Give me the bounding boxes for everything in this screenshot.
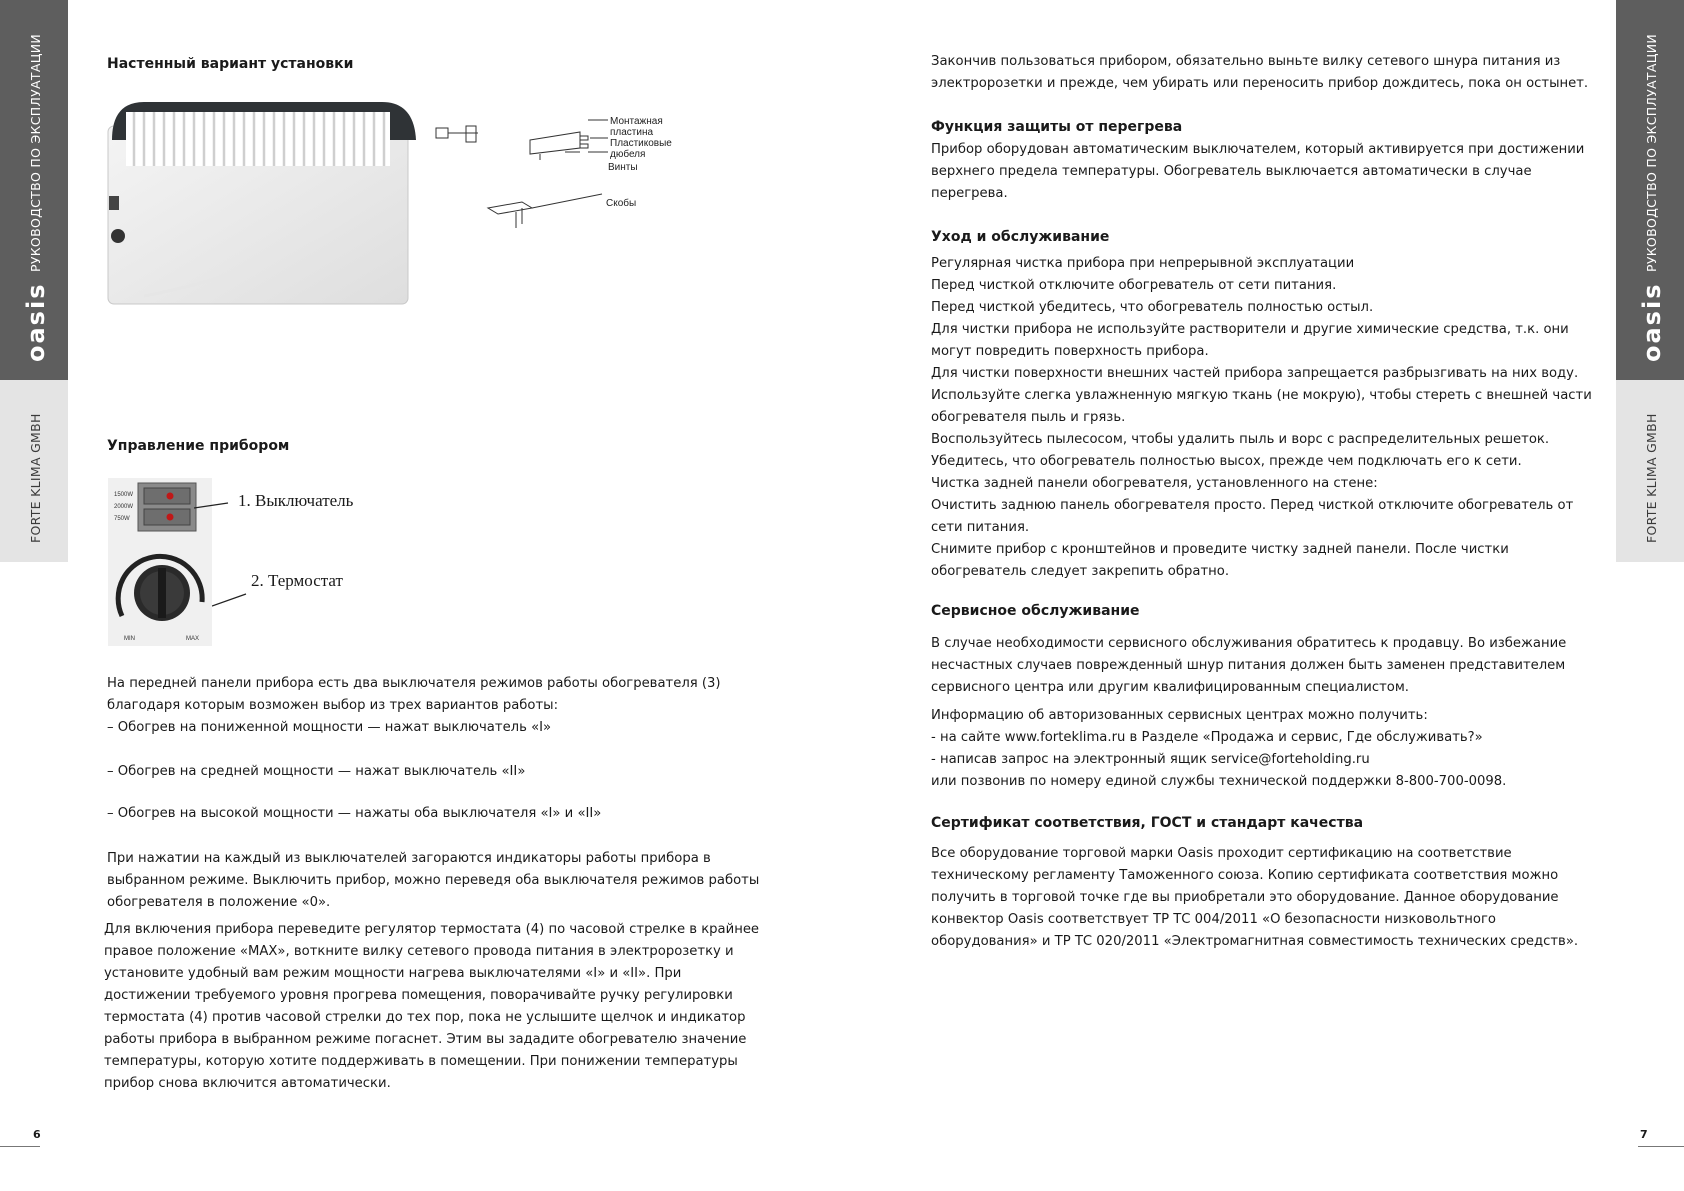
- page-number-right: 7: [1640, 1128, 1648, 1141]
- page-number-rule-left: [0, 1146, 40, 1147]
- mode-high: – Обогрев на высокой мощности — нажаты оба выключателя «I» и «II»: [107, 806, 602, 821]
- guide-title: РУКОВОДСТВО ПО ЭКСПЛУАТАЦИИ: [28, 33, 43, 272]
- page-number-rule-right: [1638, 1146, 1684, 1147]
- label-dowels-1: Пластиковые: [610, 138, 672, 149]
- mark-750w: 750W: [114, 516, 130, 522]
- label-brackets: Скобы: [606, 198, 637, 209]
- certificate-paragraph: Все оборудование торговой марки Oasis проходит сертификацию на соответствие техническому регламенту Таможенного союза. Копию сертификата соответствия можно получить в торговой точке где вы приобретали это оборудование. Данное оборудование конвектор Oasis соответствует ТР ТС 004/2011 «О безопасности низковольтного оборудования» и ТР ТС 020/2011 «Электромагнитная совместимость технических средств».: [931, 846, 1579, 949]
- right-sidebar: [1616, 0, 1684, 562]
- intro-paragraph: Закончив пользоваться прибором, обязательно выньте вилку сетевого шнура питания из электророзетки и прежде, чем убирать или переносить прибор дождитесь, пока он остынет.: [931, 54, 1589, 91]
- label-mount-plate-2: пластина: [610, 127, 654, 138]
- label-mount-plate-1: Монтажная: [610, 116, 663, 127]
- mode-medium: – Обогрев на средней мощности — нажат выключатель «II»: [107, 764, 526, 779]
- thermostat-label: 2. Термостат: [251, 571, 343, 590]
- brand-logo: oasis: [22, 282, 50, 362]
- page-number-left: 6: [33, 1128, 41, 1141]
- brand-logo-right: oasis: [1638, 282, 1666, 362]
- certificate-heading: Сертификат соответствия, ГОСТ и стандарт качества: [931, 815, 1364, 831]
- guide-title-right: РУКОВОДСТВО ПО ЭКСПЛУАТАЦИИ: [1644, 33, 1659, 272]
- thermostat-leader-line: [212, 590, 248, 610]
- mark-1500w: 1500W: [114, 492, 134, 498]
- switch-label: 1. Выключатель: [238, 491, 354, 510]
- mark-min: MIN: [124, 636, 135, 642]
- overheat-paragraph: Прибор оборудован автоматическим выключателем, который активируется при достижении верхнего предела температуры. Обогреватель выключается автоматически в случае перегрева.: [931, 142, 1585, 201]
- label-dowels-2: дюбеля: [610, 149, 646, 160]
- switch-leader-line: [194, 498, 230, 514]
- service-heading: Сервисное обслуживание: [931, 603, 1140, 619]
- controls-heading: Управление прибором: [107, 438, 290, 454]
- left-sidebar: [0, 0, 68, 562]
- indicators-paragraph: При нажатии на каждый из выключателей загораются индикаторы работы прибора в выбранном режиме. Выключить прибор, можно переведя оба выключателя режимов работы обогревателя в положение «0».: [107, 851, 760, 910]
- label-screws: Винты: [608, 162, 638, 173]
- mark-max: MAX: [186, 636, 200, 642]
- wall-install-heading: Настенный вариант установки: [107, 56, 354, 72]
- turn-on-paragraph: Для включения прибора переведите регулятор термостата (4) по часовой стрелке в крайнее правое положение «MAX», воткните вилку сетевого провода питания в электророзетку и установите удобный вам режим мощности нагрева выключателями «I» и «II». При достижении требуемого уровня прогрева помещения, поворачивайте ручку регулировки термостата (4) против часовой стрелки до тех пор, пока не услышите щелчок и индикатор работы прибора в выбранном режиме погаснет. Этим вы зададите обогревателю значение температуры, которую хотите поддерживать в помещении. При понижении температуры прибор снова включится автоматически.: [104, 922, 760, 1091]
- mark-2000w: 2000W: [114, 504, 134, 510]
- company-name: FORTE KLIMA GMBH: [28, 413, 43, 543]
- care-paragraph: Регулярная чистка прибора при непрерывной эксплуатации Перед чисткой отключите обогреватель от сети питания. Перед чисткой убедитесь, что обогреватель полностью остыл. Для чистки прибора не используйте растворители и другие химические средства, т.к. они могут повредить поверхность прибора. Для чистки поверхности внешних частей прибора запрещается разбрызгивать на них воду. Используйте слегка увлажненную мягкую ткань (не мокрую), чтобы стереть с внешней части обогревателя пыль и грязь. Воспользуйтесь пылесосом, чтобы удалить пыль и ворс с распределительных решеток. Убедитесь, что обогреватель полностью высох, прежде чем подключать его к сети. Чистка задней панели обогревателя, установленного на стене: Очистить заднюю панель обогревателя просто. Перед чисткой отключите обогреватель от сети питания. Снимите прибор с кронштейнов и проведите чистку задней панели. После чистки обогреватель следует закрепить обратно.: [931, 256, 1592, 579]
- service-paragraph: В случае необходимости сервисного обслуживания обратитесь к продавцу. Во избежание несчастных случаев поврежденный шнур питания должен быть заменен представителем сервисного центра или другим квалифицированным специалистом.: [931, 636, 1567, 695]
- service-info: Информацию об авторизованных сервисных центрах можно получить: - на сайте www.forteklima.ru в Разделе «Продажа и сервис, Где обслуживать?» - написав запрос на электронный ящик service@forteholding.ru или позвонив по номеру единой службы технической поддержки 8-800-700-0098.: [931, 708, 1507, 789]
- mounting-parts-diagram: [430, 108, 690, 248]
- overheat-heading: Функция защиты от перегрева: [931, 119, 1183, 135]
- company-name-right: FORTE KLIMA GMBH: [1644, 413, 1659, 543]
- modes-intro: На передней панели прибора есть два выключателя режимов работы обогревателя (3) благодаря которым возможен выбор из трех вариантов работы: – Обогрев на пониженной мощности — нажат выключатель «I»: [107, 676, 721, 735]
- care-heading: Уход и обслуживание: [931, 229, 1110, 245]
- heater-illustration: [104, 96, 424, 310]
